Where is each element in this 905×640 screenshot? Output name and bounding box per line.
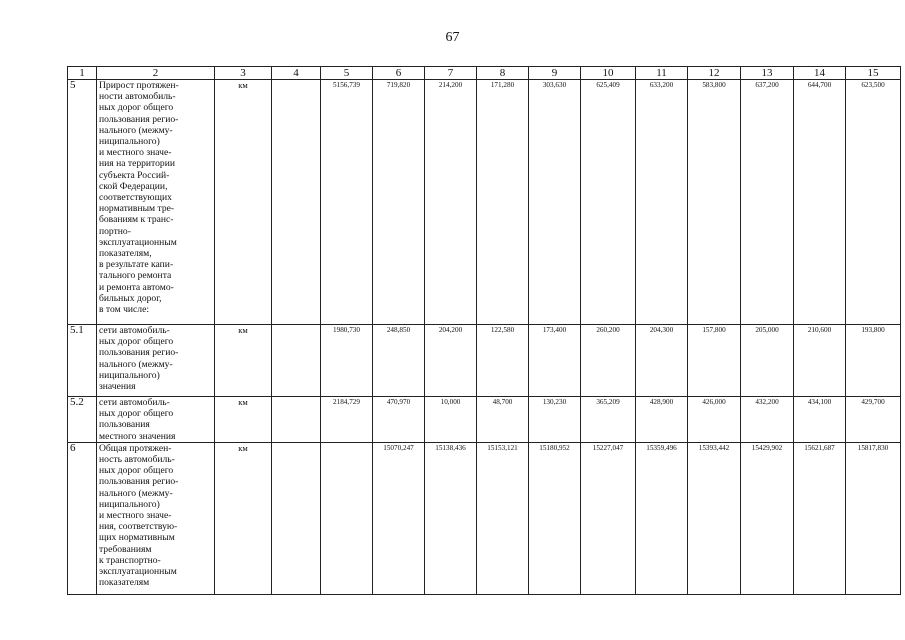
value-cell: 428,900 <box>636 397 688 443</box>
value-cell: 432,200 <box>741 397 794 443</box>
unit-cell: км <box>215 442 272 594</box>
empty-cell <box>272 80 321 325</box>
row-number: 6 <box>68 442 97 594</box>
unit-cell: км <box>215 80 272 325</box>
column-number: 7 <box>425 67 477 80</box>
value-cell: 625,409 <box>581 80 636 325</box>
value-cell: 210,600 <box>794 325 846 397</box>
unit-cell: км <box>215 397 272 443</box>
value-cell: 637,200 <box>741 80 794 325</box>
empty-cell <box>272 325 321 397</box>
value-cell: 434,100 <box>794 397 846 443</box>
value-cell: 15429,902 <box>741 442 794 594</box>
row-number: 5 <box>68 80 97 325</box>
value-cell: 130,230 <box>529 397 581 443</box>
value-cell: 633,200 <box>636 80 688 325</box>
value-cell: 644,700 <box>794 80 846 325</box>
value-cell: 5156,739 <box>321 80 373 325</box>
column-number: 1 <box>68 67 97 80</box>
value-cell: 122,580 <box>477 325 529 397</box>
value-cell: 248,850 <box>373 325 425 397</box>
value-cell: 365,209 <box>581 397 636 443</box>
table-row <box>68 80 901 325</box>
table-row <box>68 442 901 594</box>
value-cell: 10,000 <box>425 397 477 443</box>
indicator-name: сети автомобиль- ных дорог общего пользования регио- нального (межму- ниципального) значения <box>97 325 215 397</box>
column-number: 6 <box>373 67 425 80</box>
data-table <box>67 66 901 595</box>
value-cell: 173,400 <box>529 325 581 397</box>
row-number: 5.1 <box>68 325 97 397</box>
column-number: 12 <box>688 67 741 80</box>
value-cell: 204,200 <box>425 325 477 397</box>
value-cell: 15180,952 <box>529 442 581 594</box>
column-number: 5 <box>321 67 373 80</box>
value-cell: 48,700 <box>477 397 529 443</box>
column-number: 10 <box>581 67 636 80</box>
value-cell: 470,970 <box>373 397 425 443</box>
column-number: 2 <box>97 67 215 80</box>
value-cell: 15393,442 <box>688 442 741 594</box>
value-cell: 204,300 <box>636 325 688 397</box>
value-cell: 583,800 <box>688 80 741 325</box>
value-cell <box>321 442 373 594</box>
column-number: 13 <box>741 67 794 80</box>
value-cell: 719,820 <box>373 80 425 325</box>
value-cell: 303,630 <box>529 80 581 325</box>
unit-cell: км <box>215 325 272 397</box>
value-cell: 15070,247 <box>373 442 425 594</box>
empty-cell <box>272 397 321 443</box>
value-cell: 157,800 <box>688 325 741 397</box>
column-number: 14 <box>794 67 846 80</box>
column-number: 11 <box>636 67 688 80</box>
column-number-row <box>68 67 901 80</box>
column-number: 3 <box>215 67 272 80</box>
value-cell: 193,800 <box>846 325 901 397</box>
indicator-name: Общая протяжен- ность автомобиль- ных дорог общего пользования регио- нального (межму- ниципального) и местного значе- ния, соответствую- щих нормативным требованиям к транспортно- эксплуатационным показателям <box>97 442 215 594</box>
value-cell: 15621,687 <box>794 442 846 594</box>
column-number: 8 <box>477 67 529 80</box>
empty-cell <box>272 442 321 594</box>
indicator-name: Прирост протяжен- ности автомобиль- ных дорог общего пользования регио- нального (межму- ниципального) и местного значе- ния на территории субъекта Россий- ской Федерации, соответствующих нормативным тре- бованиям к транс- портно- эксплуатационным показателям, в результате капи- тального ремонта и ремонта автомо- бильных дорог, в том числе: <box>97 80 215 325</box>
value-cell: 15359,496 <box>636 442 688 594</box>
value-cell: 214,200 <box>425 80 477 325</box>
column-number: 4 <box>272 67 321 80</box>
value-cell: 15817,830 <box>846 442 901 594</box>
row-number: 5.2 <box>68 397 97 443</box>
page-number: 67 <box>445 30 460 45</box>
value-cell: 429,700 <box>846 397 901 443</box>
value-cell: 260,200 <box>581 325 636 397</box>
table-row <box>68 325 901 397</box>
value-cell: 15153,121 <box>477 442 529 594</box>
indicator-name: сети автомобиль- ных дорог общего пользования местного значения <box>97 397 215 443</box>
table-row <box>68 397 901 443</box>
value-cell: 205,000 <box>741 325 794 397</box>
value-cell: 15227,047 <box>581 442 636 594</box>
value-cell: 1980,730 <box>321 325 373 397</box>
value-cell: 15138,436 <box>425 442 477 594</box>
value-cell: 623,500 <box>846 80 901 325</box>
value-cell: 426,000 <box>688 397 741 443</box>
value-cell: 2184,729 <box>321 397 373 443</box>
column-number: 9 <box>529 67 581 80</box>
column-number: 15 <box>846 67 901 80</box>
value-cell: 171,280 <box>477 80 529 325</box>
